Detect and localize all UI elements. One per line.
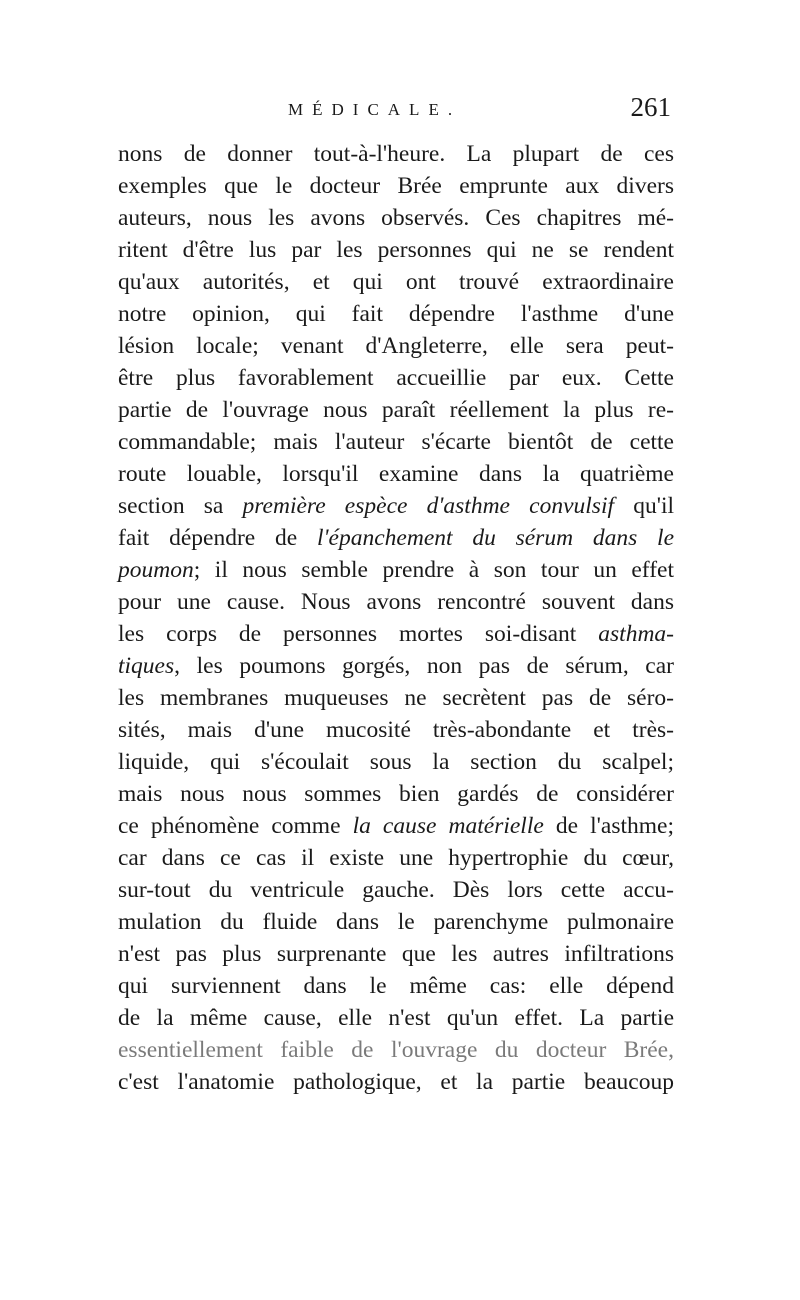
text-span: pour une cause. Nous avons rencontré souvent dans (118, 589, 674, 615)
text-line (118, 650, 674, 682)
text-span: c'est l'anatomie pathologique, et la partie beaucoup (118, 1069, 674, 1095)
text-line (118, 330, 674, 362)
text-line (118, 298, 674, 330)
text-span: car dans ce cas il existe une hypertrophie du cœur, (118, 845, 674, 871)
italic-text: la cause matérielle (352, 813, 544, 839)
text-line (118, 522, 674, 554)
text-span: ; il nous semble prendre à son tour un effet (193, 557, 674, 583)
text-span: , les poumons gorgés, non pas de sérum, car (174, 653, 674, 679)
text-line (118, 138, 674, 170)
text-line (118, 394, 674, 426)
page-header (118, 92, 673, 132)
text-line (118, 618, 674, 650)
body-text (118, 138, 674, 1098)
text-span: ce phénomène comme (118, 813, 353, 839)
text-span: lésion locale; venant d'Angleterre, elle sera peut- (118, 333, 674, 359)
text-span: sités, mais d'une mucosité très-abondante et très- (118, 717, 674, 743)
text-span: qu'aux autorités, et qui ont trouvé extraordinaire (118, 269, 674, 295)
text-span: essentiellement faible de l'ouvrage du docteur Brée, (118, 1037, 674, 1063)
text-span: mulation du fluide dans le parenchyme pulmonaire (118, 909, 674, 935)
text-span: n'est pas plus surprenante que les autres infiltrations (118, 941, 674, 967)
text-line (118, 170, 674, 202)
text-line (118, 970, 674, 1002)
text-line (118, 266, 674, 298)
text-span: partie de l'ouvrage nous paraît réellement la plus re- (118, 397, 674, 423)
text-span: les corps de personnes mortes soi-disant (118, 621, 599, 647)
text-span: qui surviennent dans le même cas: elle dépend (118, 973, 674, 999)
text-line (118, 234, 674, 266)
text-line (118, 938, 674, 970)
running-head: MÉDICALE. (288, 100, 462, 119)
text-line (118, 842, 674, 874)
text-span: section sa (118, 493, 243, 519)
text-span: de la même cause, elle n'est qu'un effet. La partie (118, 1005, 674, 1031)
text-line (118, 810, 674, 842)
text-span: mais nous nous sommes bien gardés de considérer (118, 781, 674, 807)
italic-text: asthma- (598, 621, 674, 647)
text-span: auteurs, nous les avons observés. Ces chapitres mé- (118, 205, 674, 231)
text-span: route louable, lorsqu'il examine dans la quatrième (118, 461, 674, 487)
italic-text: tiques (118, 653, 175, 679)
text-line (118, 1066, 674, 1098)
text-span: exemples que le docteur Brée emprunte aux divers (118, 173, 674, 199)
text-span: commandable; mais l'auteur s'écarte bientôt de cette (118, 429, 674, 455)
page-number: 261 (630, 92, 671, 122)
text-span: fait dépendre de (118, 525, 317, 551)
text-span: les membranes muqueuses ne secrètent pas de séro- (118, 685, 674, 711)
text-span: ritent d'être lus par les personnes qui ne se rendent (118, 237, 674, 263)
text-span: notre opinion, qui fait dépendre l'asthme d'une (118, 301, 674, 327)
italic-text: poumon (118, 557, 194, 583)
text-line (118, 426, 674, 458)
text-line (118, 586, 674, 618)
text-line (118, 202, 674, 234)
text-line (118, 778, 674, 810)
text-span: sur-tout du ventricule gauche. Dès lors cette accu- (118, 877, 674, 903)
text-span: être plus favorablement accueillie par eux. Cette (118, 365, 674, 391)
text-line (118, 490, 674, 522)
text-line (118, 682, 674, 714)
text-line (118, 874, 674, 906)
text-line (118, 906, 674, 938)
text-line (118, 458, 674, 490)
text-line (118, 714, 674, 746)
text-line (118, 1002, 674, 1034)
text-line (118, 554, 674, 586)
italic-text: l'épanchement du sérum dans le (317, 525, 674, 551)
text-span: nons de donner tout-à-l'heure. La plupart de ces (118, 141, 674, 167)
text-line (118, 1034, 674, 1066)
text-line (118, 362, 674, 394)
text-span: qu'il (614, 493, 675, 519)
text-span: de l'asthme; (543, 813, 674, 839)
text-span: liquide, qui s'écoulait sous la section du scalpel; (118, 749, 674, 775)
text-line (118, 746, 674, 778)
italic-text: première espèce d'asthme convulsif (242, 493, 615, 519)
